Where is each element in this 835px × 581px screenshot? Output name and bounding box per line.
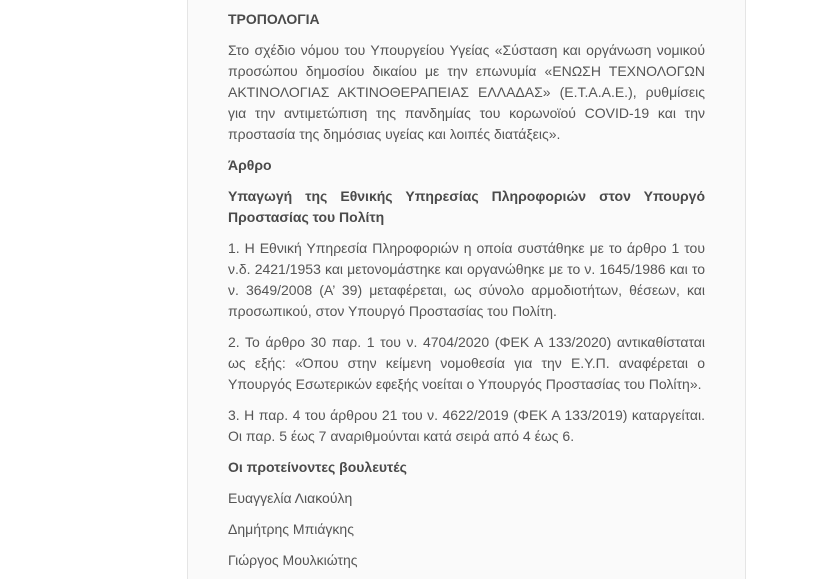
signatory-2: Δημήτρης Μπιάγκης — [228, 521, 354, 537]
intro-paragraph: Στο σχέδιο νόμου του Υπουργείου Υγείας «Σύσταση και οργάνωση νομικού προσώπου δημοσίου δικαίου με την επωνυμία «ΕΝΩΣΗ ΤΕΧΝΟΛΟΓΩΝ ΑΚΤΙΝΟΛΟΓΙΑΣ ΑΚΤΙΝΟΘΕΡΑΠΕΙΑΣ ΕΛΛΑΔΑΣ» (Ε.Τ.Α.Α.Ε.), ρυθμίσεις για την αντιμετώπιση της πανδημίας του κορωνοϊού COVID-19 και την προστασία της δημόσιας υγείας και λοιπές διατάξεις». — [228, 42, 705, 142]
article-title: Υπαγωγή της Εθνικής Υπηρεσίας Πληροφοριών στον Υπουργό Προστασίας του Πολίτη — [228, 188, 705, 225]
article-label: Άρθρο — [228, 157, 272, 173]
signatory-1: Ευαγγελία Λιακούλη — [228, 490, 353, 506]
article-paragraph-3: 3. Η παρ. 4 του άρθρου 21 του ν. 4622/2019 (ΦΕΚ Α 133/2019) καταργείται. Οι παρ. 5 έως 7 αναριθμούνται κατά σειρά από 4 έως 6. — [228, 407, 705, 444]
signatories-label: Οι προτείνοντες βουλευτές — [228, 459, 407, 475]
document-title: ΤΡΟΠΟΛΟΓΙΑ — [228, 11, 320, 27]
document-card — [187, 0, 746, 579]
signatory-3: Γιώργος Μουλκιώτης — [228, 552, 358, 568]
document-content — [228, 9, 705, 581]
article-paragraph-1: 1. Η Εθνική Υπηρεσία Πληροφοριών η οποία συστάθηκε με το άρθρο 1 του ν.δ. 2421/1953 και μετονομάστηκε και οργανώθηκε με το ν. 1645/1986 και το ν. 3649/2008 (Α’ 39) μεταφέρεται, ως σύνολο αρμοδιοτήτων, θέσεων, και προσωπικού, στον Υπουργό Προστασίας του Πολίτη. — [228, 240, 705, 319]
article-paragraph-2: 2. Το άρθρο 30 παρ. 1 του ν. 4704/2020 (ΦΕΚ Α 133/2020) αντικαθίσταται ως εξής: «Όπου στην κείμενη νομοθεσία για την Ε.Υ.Π. αναφέρεται ο Υπουργός Εσωτερικών εφεξής νοείται ο Υπουργός Προστασίας του Πολίτη». — [228, 334, 705, 392]
